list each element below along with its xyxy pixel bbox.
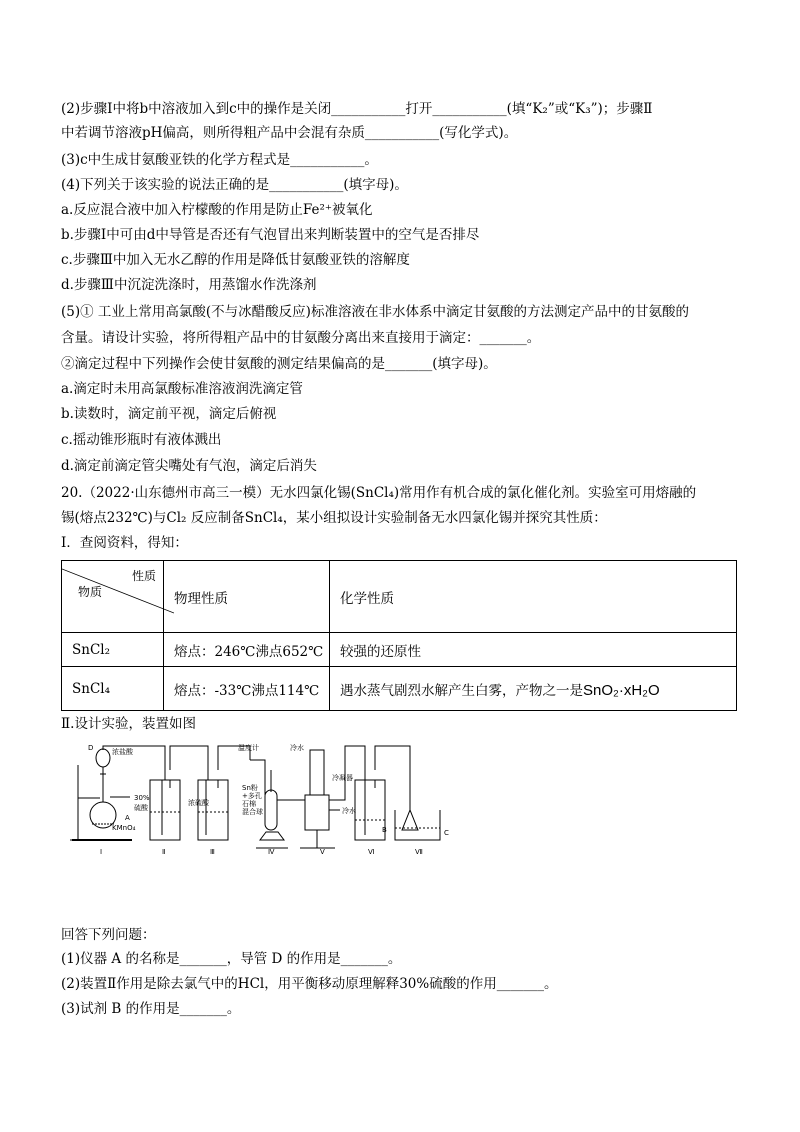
text-line: ②滴定过程中下列操作会使甘氨酸的测定结果偏高的是_______(填字母)。 [61,356,497,372]
text-line: 锡(熔点232℃)与Cl₂ 反应制备SnCl₄，某小组拟设计实验制备无水四氯化锡并探究其性质： [61,510,607,526]
text-line: (3)c中生成甘氨酸亚铁的化学方程式是___________。 [61,152,378,168]
section-1-heading: Ⅰ．查阅资料，得知： [61,535,188,551]
text-line: a.滴定时未用高氯酸标准溶液润洗滴定管 [61,381,303,397]
table-row [62,633,737,667]
cell-physical: 熔点：-33℃沸点114℃ [164,667,330,711]
text-line: a.反应混合液中加入柠檬酸的作用是防止Fe²⁺被氧化 [61,202,373,218]
answer-prompt: 回答下列问题： [61,927,156,943]
corner-header-property: 性质 [132,569,157,583]
label-kmno4: KMnO₄ [112,824,136,832]
text-line: c.摇动锥形瓶时有液体溅出 [61,432,222,448]
text-line: d.滴定前滴定管尖嘴处有气泡，滴定后消失 [61,458,317,474]
question-line: (3)试剂 B 的作用是_______。 [61,1001,241,1017]
text-line: d.步骤Ⅲ中沉淀洗涤时，用蒸馏水作洗涤剂 [61,277,317,293]
label-mix-ball: 混合球 [242,808,263,816]
label-IV: Ⅳ [268,848,275,855]
label-condenser: 冷凝器 [332,774,353,782]
cell-physical: 熔点：246℃沸点652℃ [164,633,330,667]
text-line: (5)① 工业上常用高氯酸(不与冰醋酸反应)标准溶液在非水体系中滴定甘氨酸的方法测定产品中的甘氨酸的 [61,304,689,320]
corner-header-substance: 物质 [78,585,103,599]
label-C: C [444,829,449,837]
cell-substance: SnCl₂ [62,633,164,667]
section-2-heading: Ⅱ.设计实验，装置如图 [61,716,196,732]
label-cold-water: 冷水 [290,744,304,752]
question-line: (2)装置Ⅱ作用是除去氯气中的HCl，用平衡移动原理解释30%硫酸的作用_______。 [61,976,558,992]
text-line: (2)步骤Ⅰ中将b中溶液加入到c中的操作是关闭___________打开___________(填“K₂”或“K₃”)；步骤Ⅱ [61,101,653,117]
label-asbestos: 石棉 [242,800,256,808]
label-30pct: 30% [134,794,150,802]
label-A: A [125,814,130,822]
label-sn: Sn粉 [242,784,258,792]
label-porous: +多孔 [242,792,262,800]
cell-substance: SnCl₄ [62,667,164,711]
text-line: b.读数时，滴定前平视，滴定后俯视 [61,406,277,422]
cell-chemical: 较强的还原性 [330,633,737,667]
label-II: Ⅱ [162,848,166,855]
label-III: Ⅲ [210,848,215,855]
table-row [62,667,737,711]
header-physical: 物理性质 [164,561,330,633]
text-line: c.步骤Ⅲ中加入无水乙醇的作用是降低甘氨酸亚铁的溶解度 [61,252,410,268]
label-VII: Ⅶ [415,848,423,855]
cell-chemical-text: 遇水蒸气剧烈水解产生白雾，产物之一是 [340,682,583,699]
text-line: b.步骤Ⅰ中可由d中导管是否还有气泡冒出来判断装置中的空气是否排尽 [61,227,480,243]
label-VI: Ⅵ [368,848,375,855]
header-chemical: 化学性质 [330,561,737,633]
label-D: D [88,744,94,752]
apparatus-diagram [70,740,460,855]
question-20-title: 20.（2022·山东德州市高三一模）无水四氯化锡(SnCl₄)常用作有机合成的氯化催化剂。实验室可用熔融的 [61,485,697,501]
question-line: (1)仪器 A 的名称是_______，导管 D 的作用是_______。 [61,951,402,967]
label-conc-sulfuric: 浓硫酸 [188,799,209,807]
text-line: 中若调节溶液pH偏高，则所得粗产品中会混有杂质___________(写化学式)。 [61,125,518,141]
label-V: Ⅴ [320,848,325,855]
table-corner-cell [62,561,164,633]
hydrolysis-product-formula: SnO₂·xH₂O [583,681,660,699]
label-thermometer: 温度计 [238,744,259,752]
label-I: Ⅰ [100,848,103,855]
properties-table [61,560,737,711]
cell-chemical [330,667,737,711]
text-line: 含量。请设计实验，将所得粗产品中的甘氨酸分离出来直接用于滴定：_______。 [61,330,541,346]
label-sulfuric: 硫酸 [134,804,148,812]
label-B: B [382,826,387,834]
label-cold-water-2: 冷水 [342,807,356,815]
label-hcl: 浓盐酸 [112,748,133,756]
text-line: (4)下列关于该实验的说法正确的是___________(填字母)。 [61,177,408,193]
